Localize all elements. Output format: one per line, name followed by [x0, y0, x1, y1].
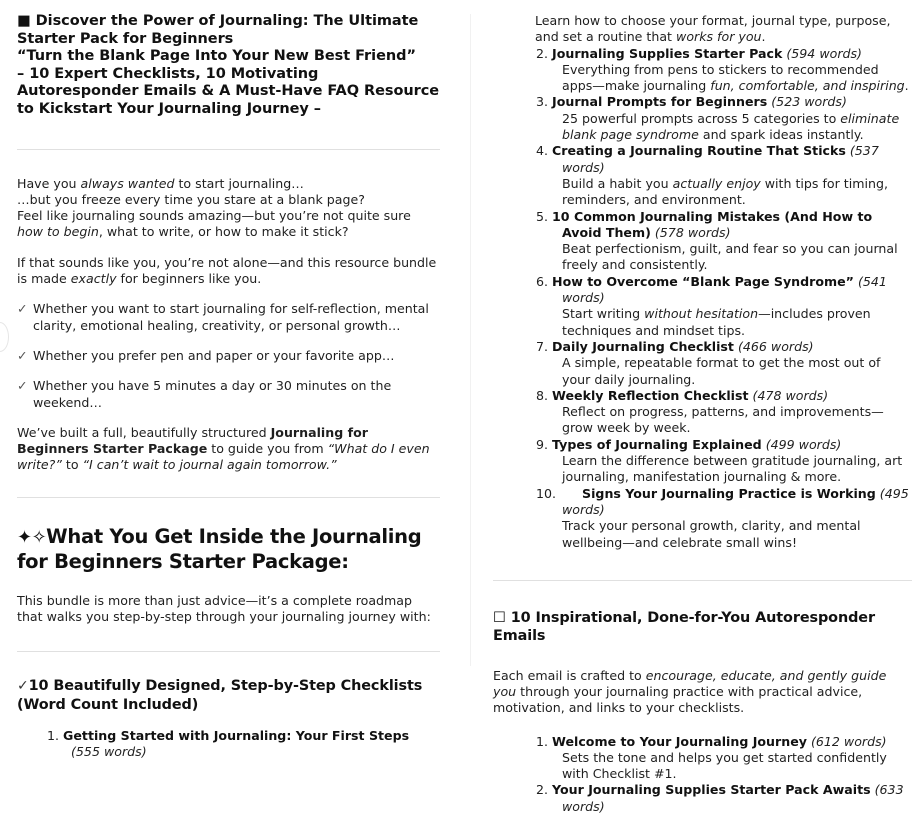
intro-1-line-2: …but you freeze every time you stare at a blank page? — [17, 191, 365, 207]
checklist-list-left — [17, 728, 440, 761]
list-item-word-count: (478 words) — [752, 387, 829, 403]
list-item-description — [562, 306, 912, 339]
closing-pre: We’ve built a full, beautifully structured — [17, 424, 271, 440]
desc-pre: A simple, repeatable format to get the most out of your daily journaling. — [562, 355, 881, 387]
list-item-word-count: (523 words) — [771, 94, 847, 110]
desc-pre: Build a habit you — [562, 175, 673, 191]
check-mark-icon: ✓ — [17, 301, 28, 317]
right-column — [470, 0, 924, 814]
list-item-number: 3. — [536, 94, 549, 110]
envelope-emoji-tofu-icon: ☐ — [493, 609, 506, 626]
desc-emphasis: eliminate blank page syndrome — [562, 110, 900, 143]
intro-2-pre: If that sounds like you, you’re not alone—and this resource bundle is made — [17, 254, 437, 287]
list-item-title: Welcome to Your Journaling Journey — [552, 733, 807, 749]
closing-bold: Journaling for Beginners Starter Package — [17, 424, 368, 457]
list-item-number: 4. — [536, 143, 549, 159]
list-item-number: 9. — [536, 436, 549, 452]
desc-pre: Reflect on progress, patterns, and improvements—grow week by week. — [562, 404, 884, 436]
list-item — [47, 728, 440, 761]
emails-intro-pre: Each email is crafted to — [493, 667, 646, 683]
intro-1-emphasis: always wanted — [80, 175, 175, 191]
checklists-heading — [17, 677, 440, 714]
list-item — [536, 436, 912, 486]
check-list-item-text: Whether you prefer pen and paper or your favorite app… — [33, 347, 395, 363]
page-title — [17, 13, 440, 119]
check-mark-icon: ✓ — [17, 347, 28, 363]
check-list-item-text: Whether you have 5 minutes a day or 30 minutes on the weekend… — [33, 378, 392, 410]
closing-mid-2: to — [61, 457, 83, 473]
list-item-title: Weekly Reflection Checklist — [552, 387, 749, 403]
intro-2-emphasis: exactly — [70, 271, 117, 287]
check-mark-icon: ✓ — [17, 678, 29, 695]
desc-pre: Track your personal growth, clarity, and mental wellbeing—and celebrate small wins! — [562, 518, 861, 550]
divider-1 — [17, 149, 440, 150]
list-item-word-count: (612 words) — [810, 733, 887, 749]
list-item — [536, 338, 912, 388]
desc-post: with tips for timing, reminders, and environment. — [562, 175, 888, 208]
list-item-title: Signs Your Journaling Practice is Working — [582, 485, 876, 501]
list-item-number: 1. — [47, 728, 60, 744]
list-item-number: 2. — [536, 782, 549, 798]
continuation-line-2-emphasis: works for you — [676, 29, 762, 45]
list-item-word-count: (578 words) — [654, 224, 731, 240]
list-item-word-count: (537 words) — [562, 143, 879, 175]
page-title-line-3: – 10 Expert Checklists, 10 Motivating Autoresponder Emails & A Must-Have FAQ Resource to Kickstart Your Journaling Journey – — [17, 65, 440, 117]
intro-1-line-3-emphasis: how to begin — [17, 224, 99, 240]
intro-paragraph-1 — [17, 176, 440, 241]
notebook-emoji-tofu-icon: ■ — [17, 13, 31, 29]
list-item — [536, 94, 912, 143]
section-heading — [17, 525, 440, 575]
list-item-title: 10 Common Journaling Mistakes (And How to Avoid Them) — [552, 208, 873, 240]
intro-1-post: to start journaling… — [174, 175, 304, 191]
desc-emphasis: fun, comfortable, and inspiring — [710, 78, 905, 94]
intro-1-pre: Have you — [17, 175, 81, 191]
page-title-line-1: Discover the Power of Journaling: The Ultimate Starter Pack for Beginners — [17, 13, 419, 47]
desc-post: . — [904, 78, 909, 94]
list-item-title: Types of Journaling Explained — [552, 436, 762, 452]
emails-intro-paragraph — [493, 668, 912, 717]
emails-heading-text: 10 Inspirational, Done-for-You Autoresponder Emails — [493, 609, 875, 645]
list-item — [536, 143, 912, 208]
desc-pre: Learn the difference between gratitude journaling, art journaling, manifestation journaling & more. — [562, 453, 903, 485]
list-item-number: 8. — [536, 387, 549, 403]
list-item-description — [562, 453, 912, 486]
list-item-title: Journaling Supplies Starter Pack — [552, 45, 783, 61]
list-item-number: 2. — [536, 45, 549, 61]
list-item-title: Getting Started with Journaling: Your First Steps — [63, 728, 410, 744]
list-item — [536, 45, 912, 95]
page-title-line-2: “Turn the Blank Page Into Your New Best Friend” — [17, 48, 416, 65]
left-column — [0, 0, 462, 760]
list-item-word-count: (594 words) — [786, 45, 862, 61]
intro-1-line-3-post: , what to write, or how to make it stick? — [98, 224, 349, 240]
checklists-heading-text: 10 Beautifully Designed, Step-by-Step Checklists (Word Count Included) — [17, 678, 423, 713]
desc-emphasis: without hesitation — [644, 306, 759, 322]
closing-quote-2: “I can’t wait to journal again tomorrow.” — [82, 457, 337, 473]
list-item-description: Sets the tone and helps you get started confidently with Checklist #1. — [562, 749, 887, 782]
list-item-description — [562, 176, 912, 209]
closing-mid: to guide you from — [207, 441, 328, 457]
continuation-line-2-post: . — [761, 29, 766, 45]
emails-intro-post: through your journaling practice with practical advice, motivation, and links to your checklists. — [493, 683, 863, 716]
list-item-description — [562, 404, 912, 437]
list-item-number: 7. — [536, 338, 549, 354]
desc-pre: 25 powerful prompts across 5 categories to — [562, 110, 841, 126]
list-item — [536, 387, 912, 437]
list-item-word-count: (495 words) — [562, 485, 909, 517]
list-item — [536, 208, 912, 274]
list-item-word-count: (633 words) — [562, 782, 904, 814]
list-item-title: Creating a Journaling Routine That Sticks — [552, 143, 846, 159]
closing-paragraph — [17, 425, 440, 474]
section-intro-paragraph: This bundle is more than just advice—it’s a complete roadmap that walks you step-by-step through your journaling journey with: — [17, 592, 431, 625]
section-heading-text: What You Get Inside the Journaling for Beginners Starter Package: — [17, 524, 422, 574]
list-item-word-count: (541 words) — [562, 273, 887, 306]
intro-paragraph-2 — [17, 255, 440, 288]
check-list-item-text: Whether you want to start journaling for self-reflection, mental clarity, emotional healing, creativity, or personal growth… — [33, 301, 429, 333]
emails-list — [493, 734, 912, 815]
check-list-item — [17, 378, 440, 411]
list-item-description — [562, 518, 912, 551]
checklist-item-1-continuation — [493, 13, 912, 46]
closing-quote-1: “What do I even write?” — [17, 441, 430, 473]
list-item-number: 10. — [536, 485, 557, 501]
list-item-title: Your Journaling Supplies Starter Pack Awaits — [552, 782, 871, 798]
continuation-line-2-pre: and set a routine that — [535, 29, 677, 45]
list-item-description — [562, 355, 912, 388]
check-list-item — [17, 301, 440, 334]
list-item-title: Daily Journaling Checklist — [552, 338, 734, 354]
list-item — [536, 782, 912, 815]
divider-2 — [17, 497, 440, 498]
list-item-number: 6. — [536, 273, 549, 289]
emails-heading — [493, 609, 912, 646]
list-item-description — [562, 111, 912, 144]
divider-3 — [17, 651, 440, 652]
list-item-title: How to Overcome “Blank Page Syndrome” — [552, 273, 854, 289]
list-item-word-count: (499 words) — [765, 436, 842, 452]
continuation-line-1: Learn how to choose your format, journal type, purpose, — [535, 13, 891, 28]
list-item — [536, 273, 912, 339]
checklist-list-right — [493, 46, 912, 551]
list-item — [536, 733, 912, 783]
list-item-word-count: (466 words) — [737, 338, 814, 354]
list-item — [536, 485, 912, 551]
desc-post: and spark ideas instantly. — [698, 127, 864, 143]
desc-post: —includes proven techniques and mindset tips. — [562, 306, 871, 338]
check-list-item — [17, 348, 440, 364]
list-item-title: Journal Prompts for Beginners — [552, 94, 768, 110]
list-item-description — [562, 62, 912, 95]
intro-1-line-3: Feel like journaling sounds amazing—but you’re not quite sure — [17, 208, 411, 224]
sparkles-icon: ✦✧ — [17, 526, 47, 548]
desc-pre: Beat perfectionism, guilt, and fear so you can journal freely and consistently. — [562, 241, 898, 273]
desc-pre: Everything from pens to stickers to recommended apps—make journaling — [562, 61, 879, 94]
list-item-number: 1. — [536, 733, 549, 749]
divider-4 — [493, 580, 912, 581]
list-item-description — [562, 241, 912, 274]
list-item-word-count: (555 words) — [71, 744, 147, 760]
emails-intro-emphasis: encourage, educate, and gently guide you — [493, 667, 887, 699]
check-mark-icon: ✓ — [17, 378, 28, 394]
intro-2-post: for beginners like you. — [116, 271, 262, 287]
desc-pre: Start writing — [562, 306, 645, 322]
list-item-number: 5. — [536, 208, 549, 224]
desc-emphasis: actually enjoy — [672, 175, 761, 191]
